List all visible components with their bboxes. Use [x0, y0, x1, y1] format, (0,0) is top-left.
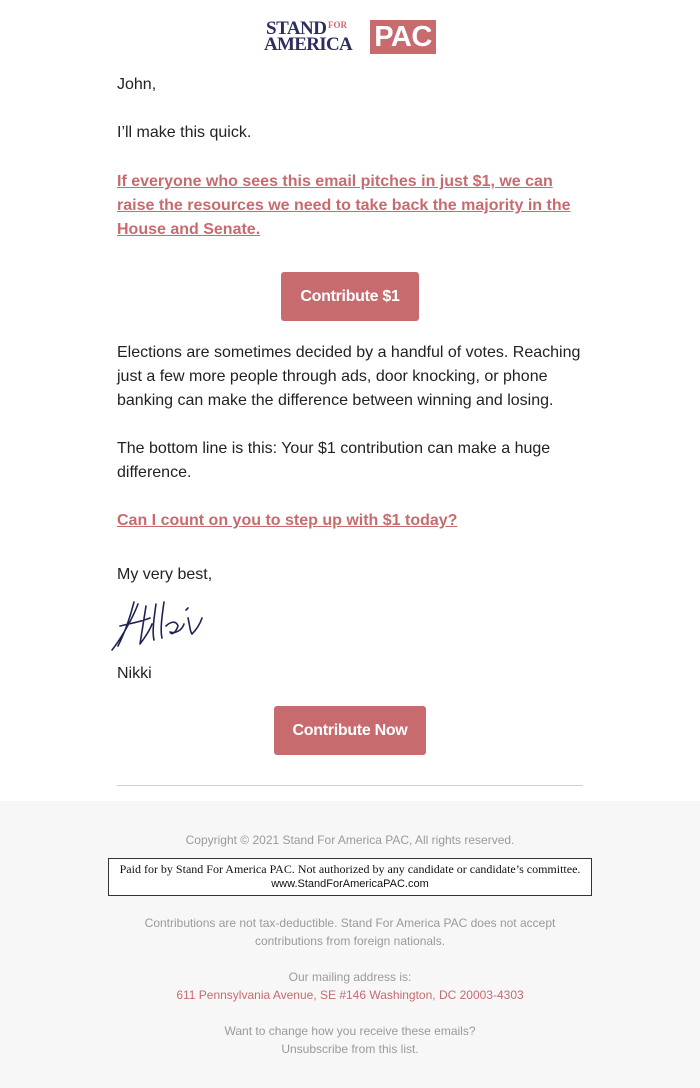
handwritten-signature-icon: [106, 596, 206, 654]
change-preferences-prompt: Want to change how you receive these emails?: [224, 1024, 476, 1038]
ask-paragraph: [117, 509, 587, 533]
ask-link[interactable]: Can I count on you to step up with $1 today?: [117, 512, 458, 529]
greeting: John,: [117, 76, 157, 93]
logo-wordmark: [264, 18, 368, 56]
paid-for-text: Paid for by Stand For America PAC. Not authorized by any candidate or candidate’s committee.: [119, 862, 581, 876]
paid-for-disclaimer-box: [108, 858, 592, 896]
divider: [117, 785, 583, 786]
logo-pac-badge: PAC: [370, 20, 436, 54]
intro-text: I’ll make this quick.: [117, 124, 252, 141]
bottom-line-paragraph: The bottom line is this: Your $1 contribution can make a huge difference.: [117, 440, 551, 481]
tax-disclaimer-line2: contributions from foreign nationals.: [254, 934, 446, 948]
pitch-paragraph: [117, 170, 587, 242]
stand-for-america-pac-logo: [264, 18, 436, 56]
copyright-text: Copyright © 2021 Stand For America PAC, All rights reserved.: [185, 833, 515, 847]
body-paragraph: Elections are sometimes decided by a handful of votes. Reaching just a few more people through ads, door knocking, or phone banking can make the difference between winning and losing.: [117, 344, 581, 409]
pitch-link[interactable]: If everyone who sees this email pitches in just $1, we can raise the resources we need to take back the majority in the House and Senate.: [117, 173, 571, 238]
logo-america-text: AMERICA: [264, 34, 352, 55]
paid-for-url: www.StandForAmericaPAC.com: [271, 878, 429, 890]
mailing-address: 611 Pennsylvania Avenue, SE #146 Washington, DC 20003-4303: [176, 988, 524, 1002]
signature-name: Nikki: [117, 665, 152, 682]
closing-text: My very best,: [117, 566, 213, 583]
logo-stand-text: STAND: [266, 18, 327, 39]
contribute-now-button[interactable]: Contribute Now: [274, 706, 426, 755]
logo-for-text: FOR: [328, 20, 347, 30]
contribute-1-button[interactable]: Contribute $1: [281, 272, 419, 321]
unsubscribe-link[interactable]: Unsubscribe from this list.: [281, 1042, 419, 1056]
tax-disclaimer-line1: Contributions are not tax-deductible. Stand For America PAC does not accept: [144, 916, 556, 930]
mailing-address-label: Our mailing address is:: [288, 970, 412, 984]
